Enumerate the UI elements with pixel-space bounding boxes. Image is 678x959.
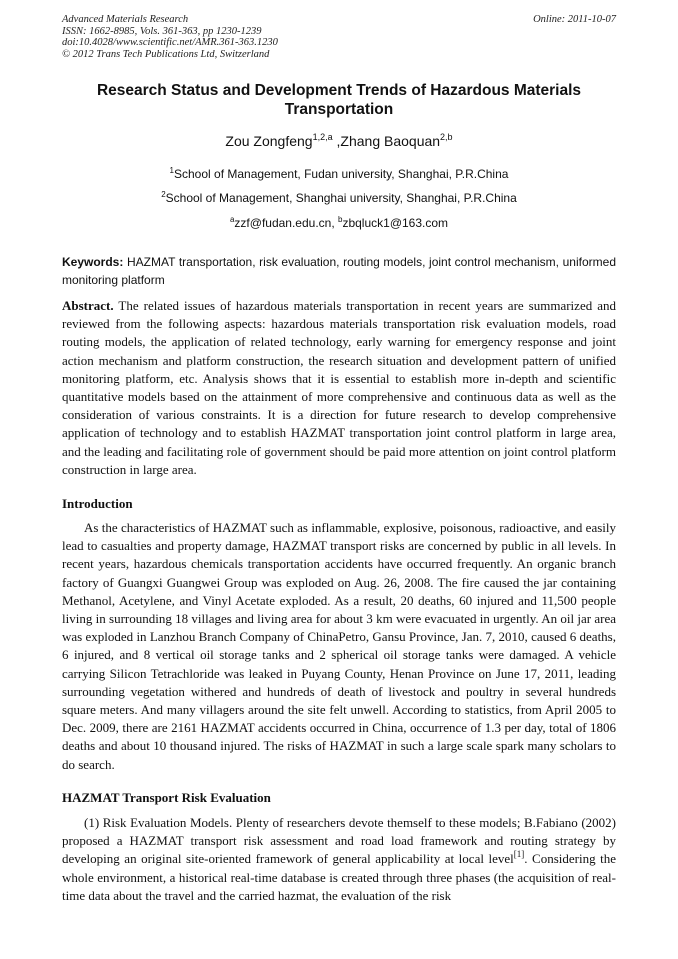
citation-ref-1: [1] [513, 849, 525, 860]
abstract-label: Abstract. [62, 298, 114, 313]
email-line [0, 216, 678, 230]
keywords [62, 253, 616, 289]
author-separator: , [332, 133, 341, 149]
issn-line: ISSN: 1662-8985, Vols. 361-363, pp 1230-1239 [62, 25, 262, 37]
author-1-superscript: 1,2,a [312, 132, 333, 142]
affiliation-1-number: 1 [169, 166, 174, 175]
affiliation-1-text: School of Management, Fudan university, Shanghai, P.R.China [174, 167, 509, 181]
journal-name: Advanced Materials Research [62, 14, 189, 25]
abstract [62, 297, 616, 479]
introduction-heading: Introduction [62, 496, 133, 511]
affiliation-2-number: 2 [161, 190, 166, 199]
author-1: Zou Zongfeng [225, 133, 313, 149]
risk-evaluation-paragraph [62, 814, 616, 905]
journal-header [62, 14, 616, 60]
risk-evaluation-heading: HAZMAT Transport Risk Evaluation [62, 790, 271, 805]
author-line [0, 133, 678, 149]
email-a-marker: a [229, 215, 235, 224]
affiliation-2 [0, 191, 678, 205]
affiliation-2-text: School of Management, Shanghai university, Shanghai, P.R.China [165, 191, 517, 205]
abstract-text: The related issues of hazardous materials transportation in recent years are summarized and reviewed from the following aspects: hazardous materials transportation risk evaluation models, road routing models, the application of related technology, early warning for emergency response and joint action mechanism and platform construction, the research situation and development pattern of unified monitoring platform, etc. Analysis shows that it is essential to establish more in-depth and scientific quantitative models based on the attainment of more comprehensive and continuous data as well as the consideration of various constraints. It is a direction for future research to develop comprehensive application of technology and to establish HAZMAT transportation joint control platform in large area, and the leading and facilitating role of government should be paid more attention on joint control platform construction in large area. [62, 298, 616, 477]
keywords-label: Keywords: [62, 255, 124, 269]
keywords-text: HAZMAT transportation, risk evaluation, routing models, joint control mechanism, uniformed monitoring platform [62, 255, 616, 287]
affiliation-1 [0, 167, 678, 181]
email-b: zbqluck1@163.com [342, 216, 449, 230]
paper-title: Research Status and Development Trends of Hazardous Materials Transportation [96, 82, 582, 118]
email-b-marker: b [338, 215, 343, 224]
author-2: Zhang Baoquan [340, 133, 441, 149]
online-date: Online: 2011-10-07 [533, 14, 616, 25]
email-a: zzf@fudan.edu.cn, [234, 216, 338, 230]
copyright-line: © 2012 Trans Tech Publications Ltd, Switzerland [62, 48, 270, 60]
risk-text-part2: . Considering the whole environment, a historical real-time database is created through three phases (the acquisition of real-time data about the travel and the carried hazmat, the evaluation of the risk [62, 851, 616, 903]
author-2-superscript: 2,b [440, 132, 453, 142]
risk-text-part1: (1) Risk Evaluation Models. Plenty of researchers devote themself to these models; B.Fabiano (2002) proposed a HAZMAT transport risk assessment and road load framework and routing strategy by developing an original site-oriented framework of general applicability at local level [62, 815, 616, 867]
introduction-paragraph: As the characteristics of HAZMAT such as inflammable, explosive, poisonous, radioactive, and easily lead to casualties and property damage, HAZMAT transport risks are concerned by public in all levels. In recent years, hazardous chemicals transportation accidents have occurred frequently. An organic branch factory of Guangxi Guangwei Group was exploded on Aug. 26, 2008. The fire caused the jar containing Methanol, Acetylene, and Vinyl Acetate exploded. As a result, 20 deaths, 60 injured and 11,500 people living in surrounding 18 villages and living area for about 3 km were evacuated in urgently. An oil jar area was exploded in Lanzhou Branch Company of ChinaPetro, Gansu Province, Jan. 7, 2010, caused 6 deaths, 6 injured, and 8 vertical oil storage tanks and 2 spherical oil storage tanks were damaged. A vehicle carrying Silicon Tetrachloride was leaked in Puyang County, Henan Province on June 17, 2011, leading surrounding vegetation withered and hundreds of death of livestock and poultry in several hundreds square meters. And many villagers around the site felt unwell. According to statistics, from April 2005 to Dec. 2009, there are 2161 HAZMAT accidents occurred in China, occurrence of 1.3 per day, total of 1806 deaths and about 10 thousand injured. The risks of HAZMAT in such a large scale spark many scholars to do search. [62, 520, 616, 772]
doi-line: doi:10.4028/www.scientific.net/AMR.361-363.1230 [62, 37, 278, 49]
